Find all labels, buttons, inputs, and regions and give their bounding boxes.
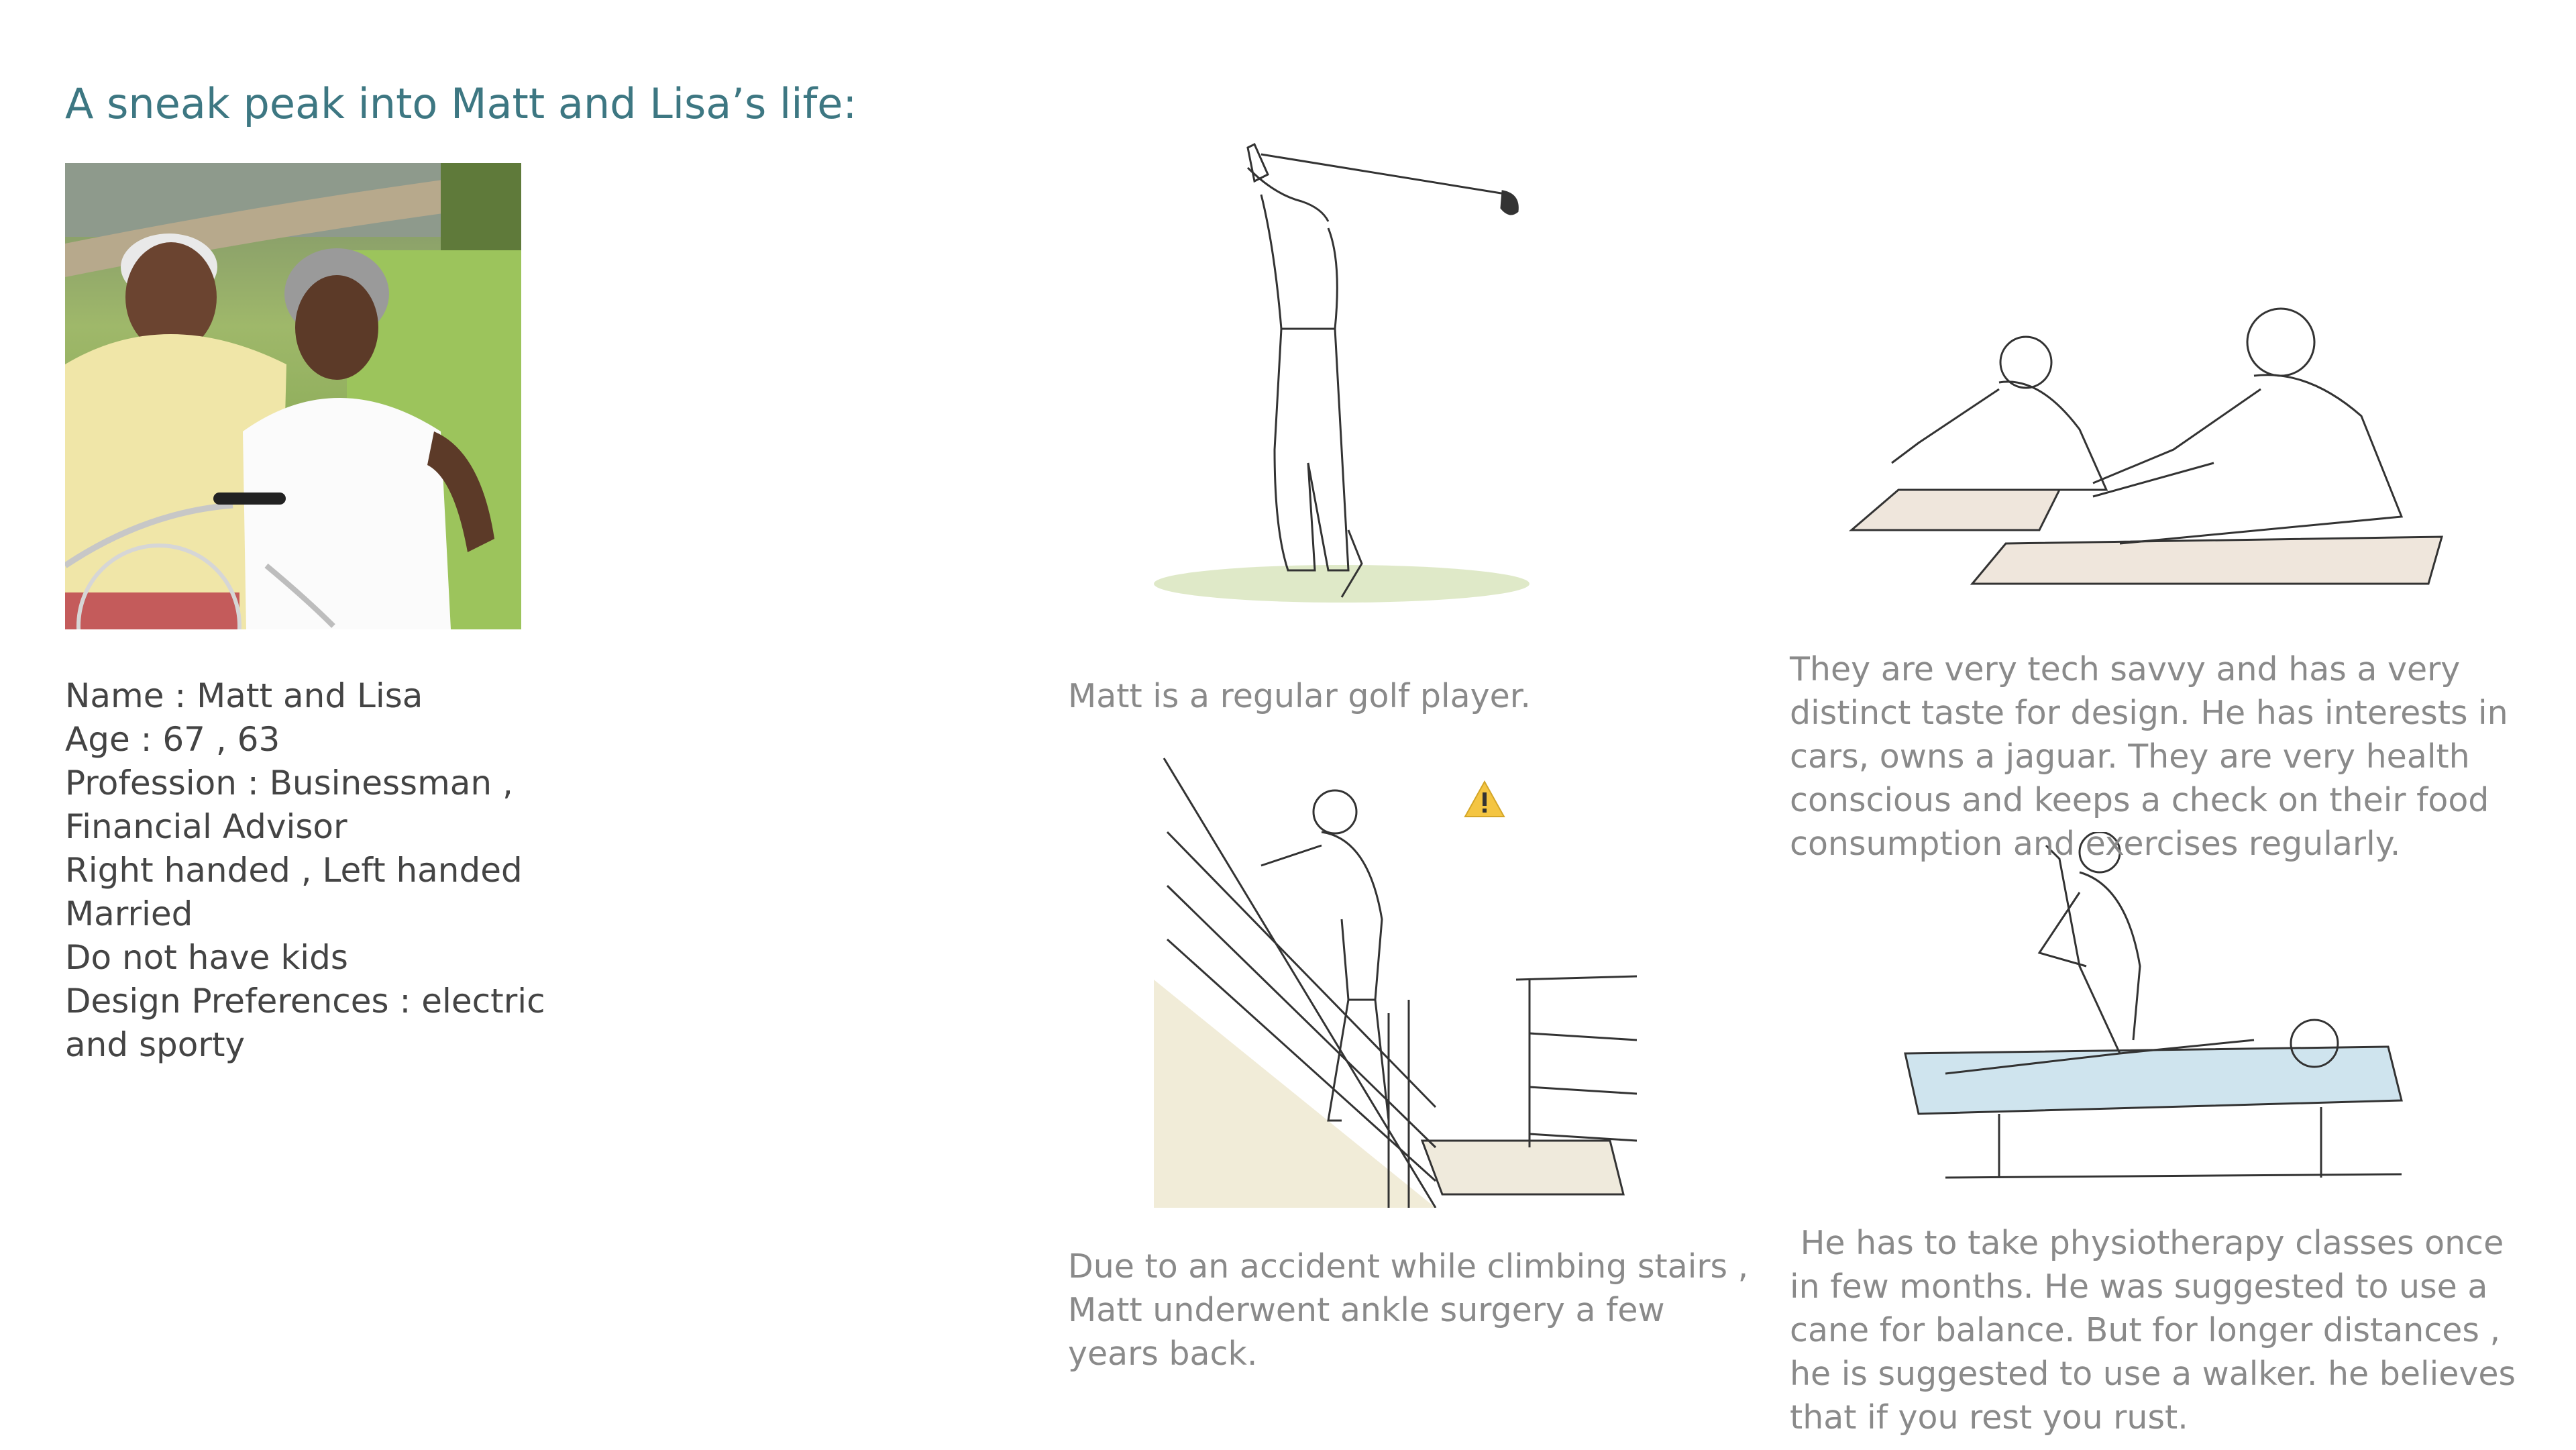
- profile-name: Name : Matt and Lisa: [65, 676, 423, 715]
- golf-caption: Matt is a regular golf player.: [1068, 677, 1531, 715]
- tech-health-caption: They are very tech savvy and has a very distinct taste for design. He has interests in cars, owns a jaguar. They are very health conscious and keeps a check on their food consumption and exercises regularly.: [1790, 650, 2508, 863]
- profile-kids: Do not have kids: [65, 938, 348, 977]
- profile-handedness: Right handed , Left handed: [65, 851, 523, 890]
- golf-illustration: [1127, 127, 1556, 617]
- profile-marital-status: Married: [65, 894, 193, 933]
- profile-profession-cont: Financial Advisor: [65, 807, 347, 846]
- profile-age: Age : 67 , 63: [65, 720, 280, 759]
- physiotherapy-illustration: [1878, 832, 2422, 1188]
- page-title: A sneak peak into Matt and Lisa’s life:: [65, 79, 857, 128]
- stretching-illustration: [1838, 295, 2462, 604]
- profile-profession: Profession : Businessman ,: [65, 764, 513, 802]
- profile-design-preferences: Design Preferences : electric: [65, 982, 545, 1021]
- stairs-caption: Due to an accident while climbing stairs , Matt underwent ankle surgery a few years back.: [1068, 1247, 1749, 1373]
- stairs-illustration: [1154, 745, 1637, 1208]
- physiotherapy-caption: He has to take physiotherapy classes once in few months. He was suggested to use a cane for balance. But for longer distances , he is suggested to use a walker. he believes that if you rest you rust.: [1790, 1224, 2526, 1437]
- profile-details: [65, 674, 575, 1067]
- warning-icon: [1464, 780, 1505, 818]
- matt-lisa-photo: [65, 163, 521, 629]
- profile-design-preferences-cont: and sporty: [65, 1025, 246, 1064]
